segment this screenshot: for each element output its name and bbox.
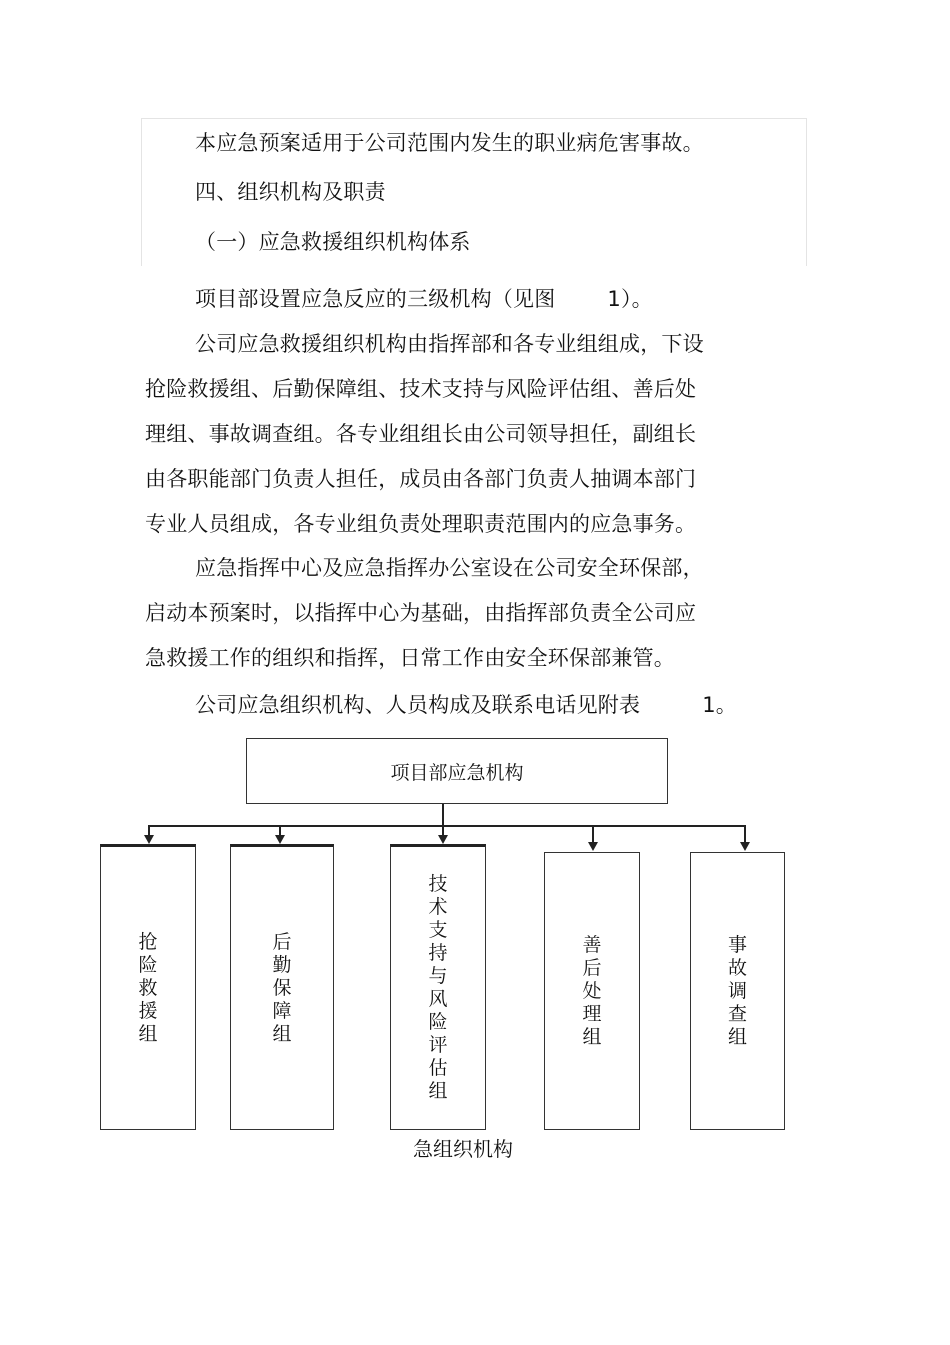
org-group-label: 技术支持与风险评估组 <box>428 873 448 1102</box>
paragraph-three-level-text: 项目部设置应急反应的三级机构（见图 <box>195 287 556 311</box>
arrow-down-icon <box>144 835 154 844</box>
paragraph-structure-line: 抢险救援组、后勤保障组、技术支持与风险评估组、善后处 <box>145 377 697 401</box>
heading-organization: 四、组织机构及职责 <box>195 180 386 204</box>
org-group-label: 后勤保障组 <box>272 930 292 1045</box>
subheading-system: （一）应急救援组织机构体系 <box>195 230 471 254</box>
attachment-ref: 1。 <box>702 693 737 717</box>
paragraph-scope: 本应急预案适用于公司范围内发生的职业病危害事故。 <box>195 131 704 155</box>
arrow-down-icon <box>438 835 448 844</box>
org-group-box <box>230 844 334 1130</box>
figure-ref: 1）。 <box>607 287 653 311</box>
arrow-down-icon <box>275 835 285 844</box>
connector-horizontal-bar <box>148 825 746 827</box>
org-root-label: 项目部应急机构 <box>390 761 524 784</box>
org-group-box <box>544 852 640 1130</box>
org-group-label: 善后处理组 <box>582 933 602 1048</box>
org-group-box <box>100 844 196 1130</box>
paragraph-structure-line: 由各职能部门负责人担任，成员由各部门负责人抽调本部门 <box>145 467 697 491</box>
connector-root-stem <box>442 804 444 826</box>
connector-drop <box>744 825 746 843</box>
arrow-down-icon <box>588 842 598 851</box>
paragraph-structure-line: 专业人员组成，各专业组负责处理职责范围内的应急事务。 <box>145 512 697 536</box>
figure-caption: 急组织机构 <box>413 1137 513 1161</box>
arrow-down-icon <box>740 842 750 851</box>
paragraph-structure-line: 公司应急救援组织机构由指挥部和各专业组组成，下设 <box>195 332 704 356</box>
org-root-box <box>246 738 668 804</box>
paragraph-command-line: 启动本预案时，以指挥中心为基础，由指挥部负责全公司应 <box>145 601 697 625</box>
paragraph-structure-line: 理组、事故调查组。各专业组组长由公司领导担任，副组长 <box>145 422 697 446</box>
org-group-box <box>390 844 486 1130</box>
paragraph-three-level <box>195 286 653 312</box>
paragraph-command-line: 急救援工作的组织和指挥，日常工作由安全环保部兼管。 <box>145 646 675 670</box>
org-group-label: 事故调查组 <box>727 933 747 1048</box>
org-group-box <box>690 852 785 1130</box>
paragraph-attachment <box>195 692 737 718</box>
connector-drop <box>592 825 594 843</box>
paragraph-command-line: 应急指挥中心及应急指挥办公室设在公司安全环保部， <box>195 556 704 580</box>
org-group-label: 抢险救援组 <box>138 930 158 1045</box>
paragraph-attachment-text: 公司应急组织机构、人员构成及联系电话见附表 <box>195 693 641 717</box>
